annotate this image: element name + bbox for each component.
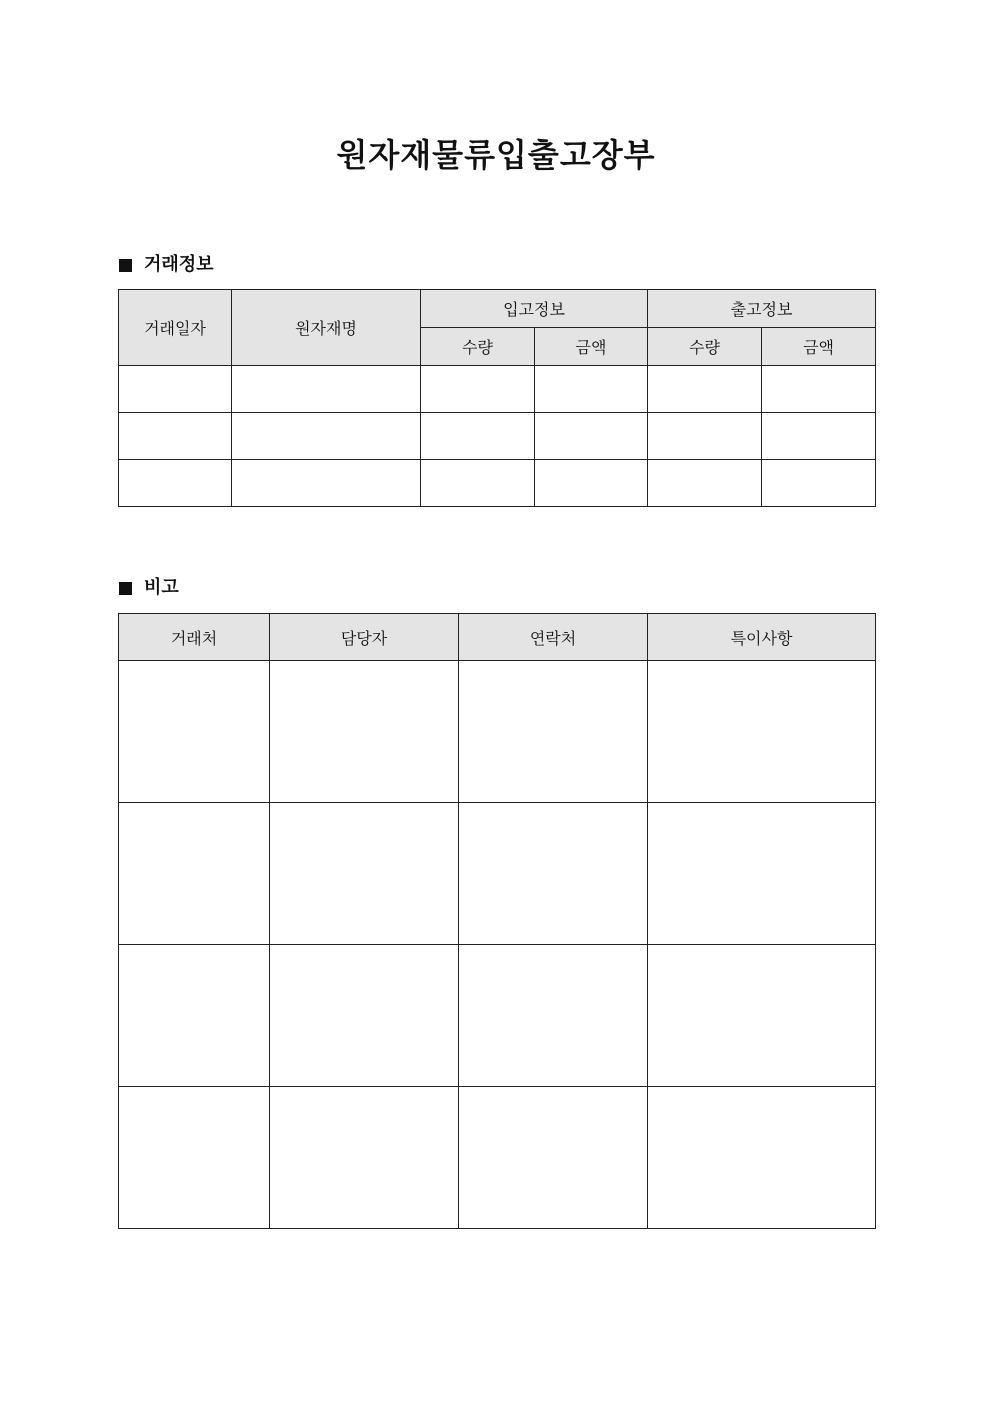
square-bullet-icon [119,259,132,272]
header-material-name: 원자재명 [232,290,421,366]
cell-inbound-amount[interactable] [535,366,648,413]
header-outbound-amount: 금액 [762,328,876,366]
cell-contact[interactable] [459,1087,648,1229]
cell-material-name[interactable] [232,413,421,460]
cell-contact[interactable] [459,803,648,945]
cell-client[interactable] [119,945,270,1087]
header-client: 거래처 [119,614,270,661]
header-notes: 특이사항 [648,614,876,661]
cell-outbound-amount[interactable] [762,460,876,507]
cell-trade-date[interactable] [119,460,232,507]
cell-inbound-quantity[interactable] [421,413,535,460]
cell-contact[interactable] [459,945,648,1087]
cell-person-in-charge[interactable] [270,1087,459,1229]
cell-inbound-amount[interactable] [535,460,648,507]
header-contact: 연락처 [459,614,648,661]
header-outbound-quantity: 수량 [648,328,762,366]
remarks-table [118,613,876,1229]
cell-trade-date[interactable] [119,413,232,460]
header-inbound-amount: 금액 [535,328,648,366]
header-inbound-quantity: 수량 [421,328,535,366]
cell-outbound-quantity[interactable] [648,460,762,507]
table-row [119,945,876,1087]
cell-material-name[interactable] [232,366,421,413]
cell-person-in-charge[interactable] [270,945,459,1087]
table-row [119,661,876,803]
cell-contact[interactable] [459,661,648,803]
table-row [119,460,876,507]
header-trade-date: 거래일자 [119,290,232,366]
cell-outbound-amount[interactable] [762,366,876,413]
square-bullet-icon [119,582,132,595]
cell-outbound-amount[interactable] [762,413,876,460]
table-row [119,1087,876,1229]
trade-info-heading-label: 거래정보 [144,254,214,275]
cell-inbound-quantity[interactable] [421,366,535,413]
table-row [119,413,876,460]
table-row [119,803,876,945]
header-person-in-charge: 담당자 [270,614,459,661]
remarks-heading-label: 비고 [144,577,179,598]
header-inbound-info: 입고정보 [421,290,648,328]
cell-client[interactable] [119,1087,270,1229]
cell-outbound-quantity[interactable] [648,413,762,460]
cell-notes[interactable] [648,803,876,945]
cell-inbound-amount[interactable] [535,413,648,460]
trade-info-heading [119,253,214,277]
cell-client[interactable] [119,803,270,945]
document-title: 원자재물류입출고장부 [336,136,656,174]
remarks-heading [119,576,179,600]
cell-outbound-quantity[interactable] [648,366,762,413]
cell-notes[interactable] [648,945,876,1087]
cell-trade-date[interactable] [119,366,232,413]
trade-info-table [118,289,876,507]
cell-notes[interactable] [648,661,876,803]
header-outbound-info: 출고정보 [648,290,876,328]
cell-inbound-quantity[interactable] [421,460,535,507]
cell-client[interactable] [119,661,270,803]
table-row [119,366,876,413]
cell-material-name[interactable] [232,460,421,507]
cell-person-in-charge[interactable] [270,803,459,945]
cell-person-in-charge[interactable] [270,661,459,803]
cell-notes[interactable] [648,1087,876,1229]
